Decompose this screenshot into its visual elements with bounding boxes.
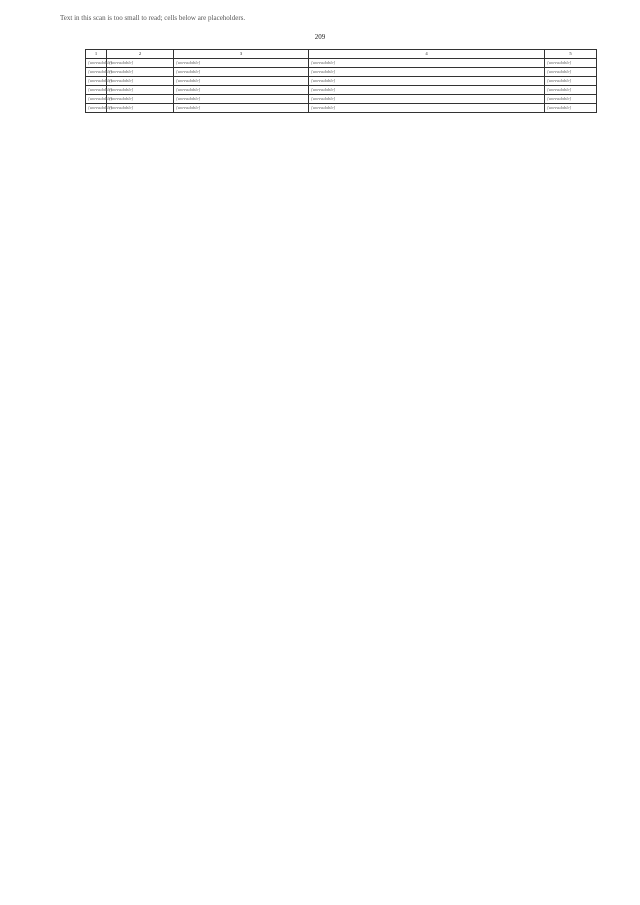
work-description-cell: [unreadable] bbox=[309, 104, 545, 113]
row-index-cell: [unreadable] bbox=[86, 86, 107, 95]
table-row bbox=[86, 95, 597, 104]
district-cell: [unreadable] bbox=[107, 95, 174, 104]
address-cell: [unreadable] bbox=[174, 68, 309, 77]
table-row bbox=[86, 77, 597, 86]
work-description-cell: [unreadable] bbox=[309, 95, 545, 104]
page-number: 209 bbox=[314, 33, 326, 41]
district-cell: [unreadable] bbox=[107, 59, 174, 68]
work-description-cell: [unreadable] bbox=[309, 86, 545, 95]
period-cell: [unreadable] bbox=[545, 68, 597, 77]
row-index-cell: [unreadable] bbox=[86, 68, 107, 77]
work-description-cell: [unreadable] bbox=[309, 77, 545, 86]
address-cell: [unreadable] bbox=[174, 77, 309, 86]
period-cell: [unreadable] bbox=[545, 59, 597, 68]
table-row bbox=[86, 59, 597, 68]
column-number-row bbox=[86, 50, 597, 59]
row-index-cell: [unreadable] bbox=[86, 59, 107, 68]
table-row bbox=[86, 86, 597, 95]
address-cell: [unreadable] bbox=[174, 104, 309, 113]
column-number-2: 2 bbox=[107, 50, 174, 59]
address-cell: [unreadable] bbox=[174, 59, 309, 68]
column-number-3: 3 bbox=[174, 50, 309, 59]
row-index-cell: [unreadable] bbox=[86, 104, 107, 113]
column-number-1: 1 bbox=[86, 50, 107, 59]
period-cell: [unreadable] bbox=[545, 104, 597, 113]
table-body bbox=[86, 50, 597, 113]
table-row bbox=[86, 104, 597, 113]
document-table bbox=[85, 49, 597, 113]
column-number-5: 5 bbox=[545, 50, 597, 59]
period-cell: [unreadable] bbox=[545, 95, 597, 104]
work-description-cell: [unreadable] bbox=[309, 68, 545, 77]
row-index-cell: [unreadable] bbox=[86, 95, 107, 104]
district-cell: [unreadable] bbox=[107, 104, 174, 113]
address-cell: [unreadable] bbox=[174, 86, 309, 95]
row-index-cell: [unreadable] bbox=[86, 77, 107, 86]
period-cell: [unreadable] bbox=[545, 86, 597, 95]
district-cell: [unreadable] bbox=[107, 86, 174, 95]
table-row bbox=[86, 68, 597, 77]
district-cell: [unreadable] bbox=[107, 68, 174, 77]
period-cell: [unreadable] bbox=[545, 77, 597, 86]
work-description-cell: [unreadable] bbox=[309, 59, 545, 68]
address-cell: [unreadable] bbox=[174, 95, 309, 104]
district-cell: [unreadable] bbox=[107, 77, 174, 86]
unreadable-note: Text in this scan is too small to read; cells below are placeholders. bbox=[60, 14, 246, 22]
column-number-4: 4 bbox=[309, 50, 545, 59]
